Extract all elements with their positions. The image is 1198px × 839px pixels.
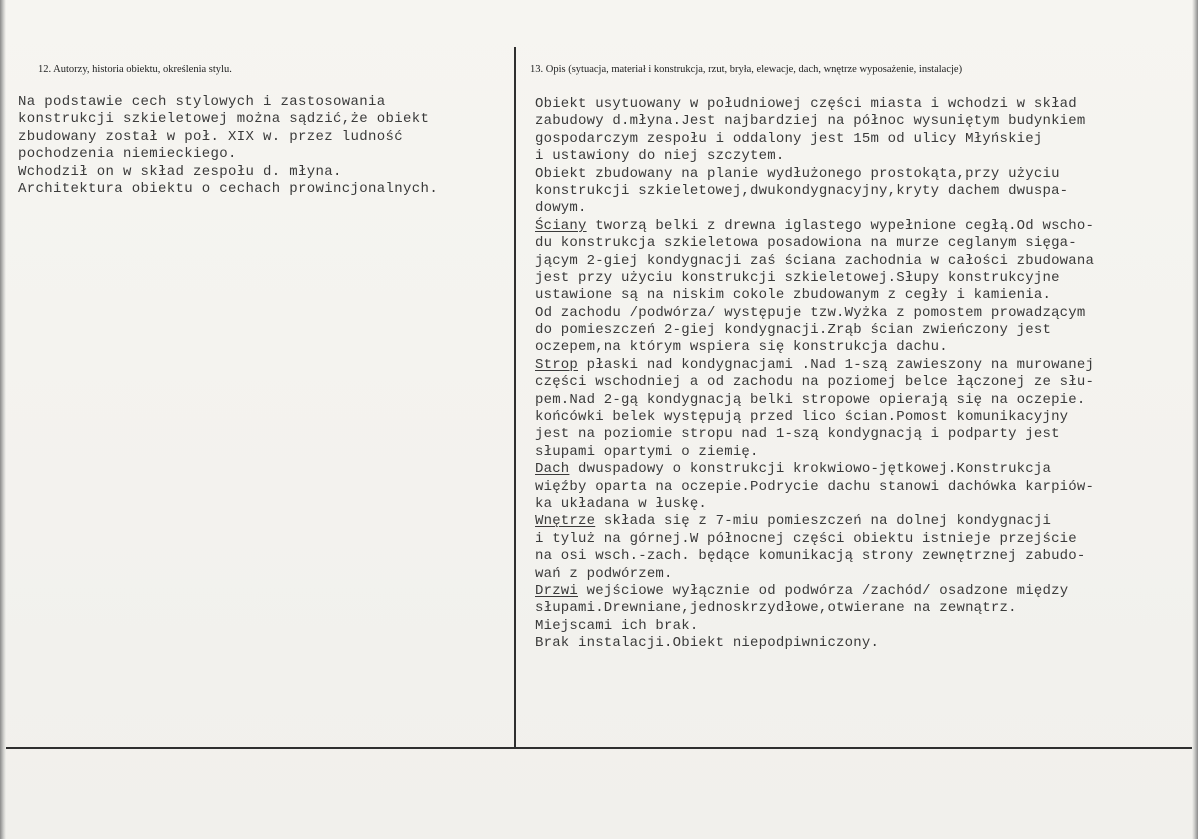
description-text: tworzą belki z drewna iglastego wypełnione cegłą.Od wscho-	[586, 217, 1095, 234]
scan-edge-right	[1192, 0, 1198, 839]
field-12-heading: 12. Autorzy, historia obiektu, określenia stylu.	[38, 64, 232, 75]
description-text-line	[535, 426, 1094, 443]
description-text: wejściowe wyłącznie od podwórza /zachód/ osadzone między	[578, 582, 1069, 599]
description-text-line	[535, 583, 1094, 600]
description-text: końcówki belek występują przed lico ścian.Pomost komunikacyjny	[535, 409, 1069, 426]
description-text-line	[535, 270, 1094, 287]
description-text-line	[535, 566, 1094, 583]
section-keyword: Drzwi	[535, 582, 579, 599]
history-text-line: konstrukcji szkieletowej można sądzić,że obiekt	[18, 111, 430, 128]
description-text: du konstrukcja szkieletowa posadowiona na murze ceglanym sięga-	[535, 235, 1077, 252]
description-text: dowym.	[535, 200, 587, 217]
history-text-line: Architektura obiektu o cechach prowincjonalnych.	[18, 180, 439, 197]
description-text: do pomieszczeń 2-giej kondygnacji.Zrąb ścian zwieńczony jest	[535, 322, 1052, 339]
description-text-line	[535, 218, 1094, 235]
field-13-typed-text	[535, 96, 1094, 653]
description-text: na osi wsch.-zach. będące komunikacją strony zewnętrznej zabudo-	[535, 548, 1086, 565]
description-text: Obiekt zbudowany na planie wydłużonego prostokąta,przy użyciu	[535, 165, 1060, 182]
description-text-line	[535, 496, 1094, 513]
section-keyword: Wnętrze	[535, 513, 596, 530]
history-text-line: Na podstawie cech stylowych i zastosowania	[18, 94, 386, 110]
field-12-typed-text	[18, 94, 438, 198]
description-text-line	[535, 409, 1094, 426]
description-text: oczepem,na którym wspiera się konstrukcja dachu.	[535, 339, 948, 356]
section-keyword: Dach	[535, 461, 570, 478]
description-text: ka układana w łuskę.	[535, 495, 708, 512]
description-text-line	[535, 618, 1094, 635]
description-text: składa się z 7-miu pomieszczeń na dolnej kondygnacji	[595, 513, 1052, 530]
description-text: wań z podwórzem.	[535, 565, 673, 582]
field-13-heading: 13. Opis (sytuacja, materiał i konstrukcja, rzut, bryła, elewacje, dach, wnętrze wyposażenie, instalacje)	[530, 64, 963, 75]
description-text-line	[535, 200, 1094, 217]
description-text-line	[535, 148, 1094, 165]
description-text-line	[535, 548, 1094, 565]
description-text: Obiekt usytuowany w południowej części miasta i wchodzi w skład	[535, 96, 1077, 112]
description-text-line	[535, 322, 1094, 339]
description-text-line	[535, 287, 1094, 304]
description-text-line	[535, 479, 1094, 496]
description-text: dwuspadowy o konstrukcji krokwiowo-jętkowej.Konstrukcja	[569, 461, 1052, 478]
description-text-line	[535, 235, 1094, 252]
description-text-line	[535, 305, 1094, 322]
description-text-line	[535, 183, 1094, 200]
description-text: Od zachodu /podwórza/ występuje tzw.Wyżka z pomostem prowadzącym	[535, 304, 1086, 321]
description-text-line	[535, 253, 1094, 270]
description-text-line	[535, 339, 1094, 356]
description-text-line	[535, 531, 1094, 548]
section-keyword: Strop	[535, 356, 579, 373]
description-text-line	[535, 131, 1094, 148]
description-text: Miejscami ich brak.	[535, 617, 699, 634]
description-text-line	[535, 374, 1094, 391]
description-text: więźby oparta na oczepie.Podrycie dachu stanowi dachówka karpiów-	[535, 478, 1095, 495]
description-text: płaski nad kondygnacjami .Nad 1-szą zawieszony na murowanej	[578, 356, 1095, 373]
scan-edge-left	[0, 0, 6, 839]
description-text: ustawione są na niskim cokole zbudowanym z cegły i kamienia.	[535, 287, 1052, 304]
description-text-line	[535, 513, 1094, 530]
section-keyword: Ściany	[535, 217, 587, 234]
description-text: słupami.Drewniane,jednoskrzydłowe,otwierane na zewnątrz.	[535, 600, 1017, 617]
description-text: jącym 2-giej kondygnacji zaś ściana zachodnia w całości zbudowana	[535, 252, 1095, 269]
history-text-line: Wchodził on w skład zespołu d. młyna.	[18, 163, 342, 180]
description-text-line	[535, 635, 1094, 652]
description-text: zabudowy d.młyna.Jest najbardziej na północ wysuniętym budynkiem	[535, 113, 1086, 130]
description-text: jest przy użyciu konstrukcji szkieletowej.Słupy konstrukcyjne	[535, 269, 1060, 286]
description-text-line	[535, 357, 1094, 374]
description-text: i ustawiony do niej szczytem.	[535, 148, 785, 165]
description-text: jest na poziomie stropu nad 1-szą kondygnacją i podparty jest	[535, 426, 1060, 443]
column-divider	[514, 47, 516, 747]
description-text-line	[535, 444, 1094, 461]
description-text: Brak instalacji.Obiekt niepodpiwniczony.	[535, 635, 880, 652]
description-text: części wschodniej a od zachodu na poziomej belce łączonej ze słu-	[535, 374, 1095, 391]
description-text: gospodarczym zespołu i oddalony jest 15m od ulicy Młyńskiej	[535, 130, 1043, 147]
description-text-line	[535, 113, 1094, 130]
history-text-line: pochodzenia niemieckiego.	[18, 146, 237, 163]
description-text: pem.Nad 2-gą kondygnacją belki stropowe opierają się na oczepie.	[535, 391, 1086, 408]
description-text-line	[535, 461, 1094, 478]
description-text-line	[535, 96, 1094, 113]
description-text-line	[535, 166, 1094, 183]
description-text: słupami opartymi o ziemię.	[535, 443, 759, 460]
bottom-rule	[6, 747, 1192, 749]
description-text: i tyluż na górnej.W północnej części obiektu istnieje przejście	[535, 530, 1077, 547]
history-text-line: zbudowany został w poł. XIX w. przez ludność	[18, 128, 404, 145]
description-text-line	[535, 600, 1094, 617]
description-text-line	[535, 392, 1094, 409]
description-text: konstrukcji szkieletowej,dwukondygnacyjny,kryty dachem dwuspa-	[535, 182, 1069, 199]
